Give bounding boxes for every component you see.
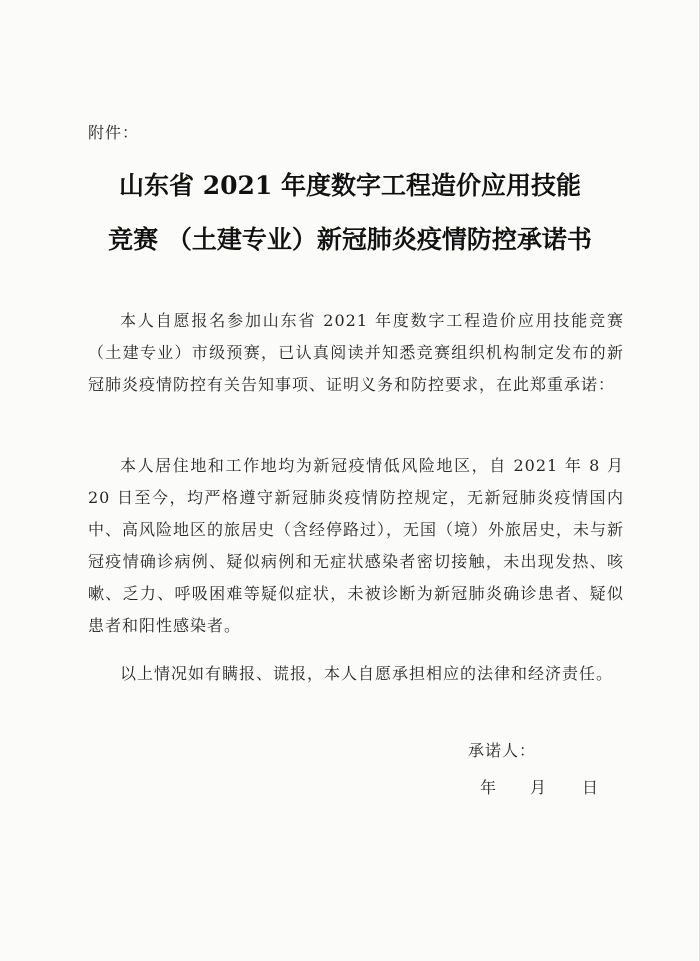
- signatory-label: 承诺人：: [468, 741, 537, 760]
- paragraph-intro: 本人自愿报名参加山东省 2021 年度数字工程造价应用技能竞赛（土建专业）市级预赛，已认真阅读并知悉竞赛组织机构制定发布的新冠肺炎疫情防控有关告知事项、证明义务和防控要求，在此郑重承诺：: [88, 311, 624, 394]
- paragraph-liability: 以上情况如有瞒报、谎报，本人自愿承担相应的法律和经济责任。: [120, 664, 614, 683]
- document-title-line-2: 竞赛 （土建专业）新冠肺炎疫情防控承诺书: [108, 225, 592, 254]
- date-year-label: 年: [480, 778, 497, 797]
- document-title-line-1: 山东省 2021 年度数字工程造价应用技能: [119, 171, 581, 200]
- date-day-label: 日: [582, 778, 599, 797]
- annex-label: 附件：: [88, 123, 140, 142]
- paragraph-declaration: 本人居住地和工作地均为新冠疫情低风险地区，自 2021 年 8 月 20 日至今，均严格遵守新冠肺炎疫情防控规定，无新冠肺炎疫情国内中、高风险地区的旅居史（含经停路过），无国（境）外旅居史，未与新冠疫情确诊病例、疑似病例和无症状感染者密切接触，未出现发热、咳嗽、乏力、呼吸困难等疑似症状，未被诊断为新冠肺炎确诊患者、疑似患者和阳性感染者。: [88, 456, 625, 635]
- date-month-label: 月: [530, 778, 547, 797]
